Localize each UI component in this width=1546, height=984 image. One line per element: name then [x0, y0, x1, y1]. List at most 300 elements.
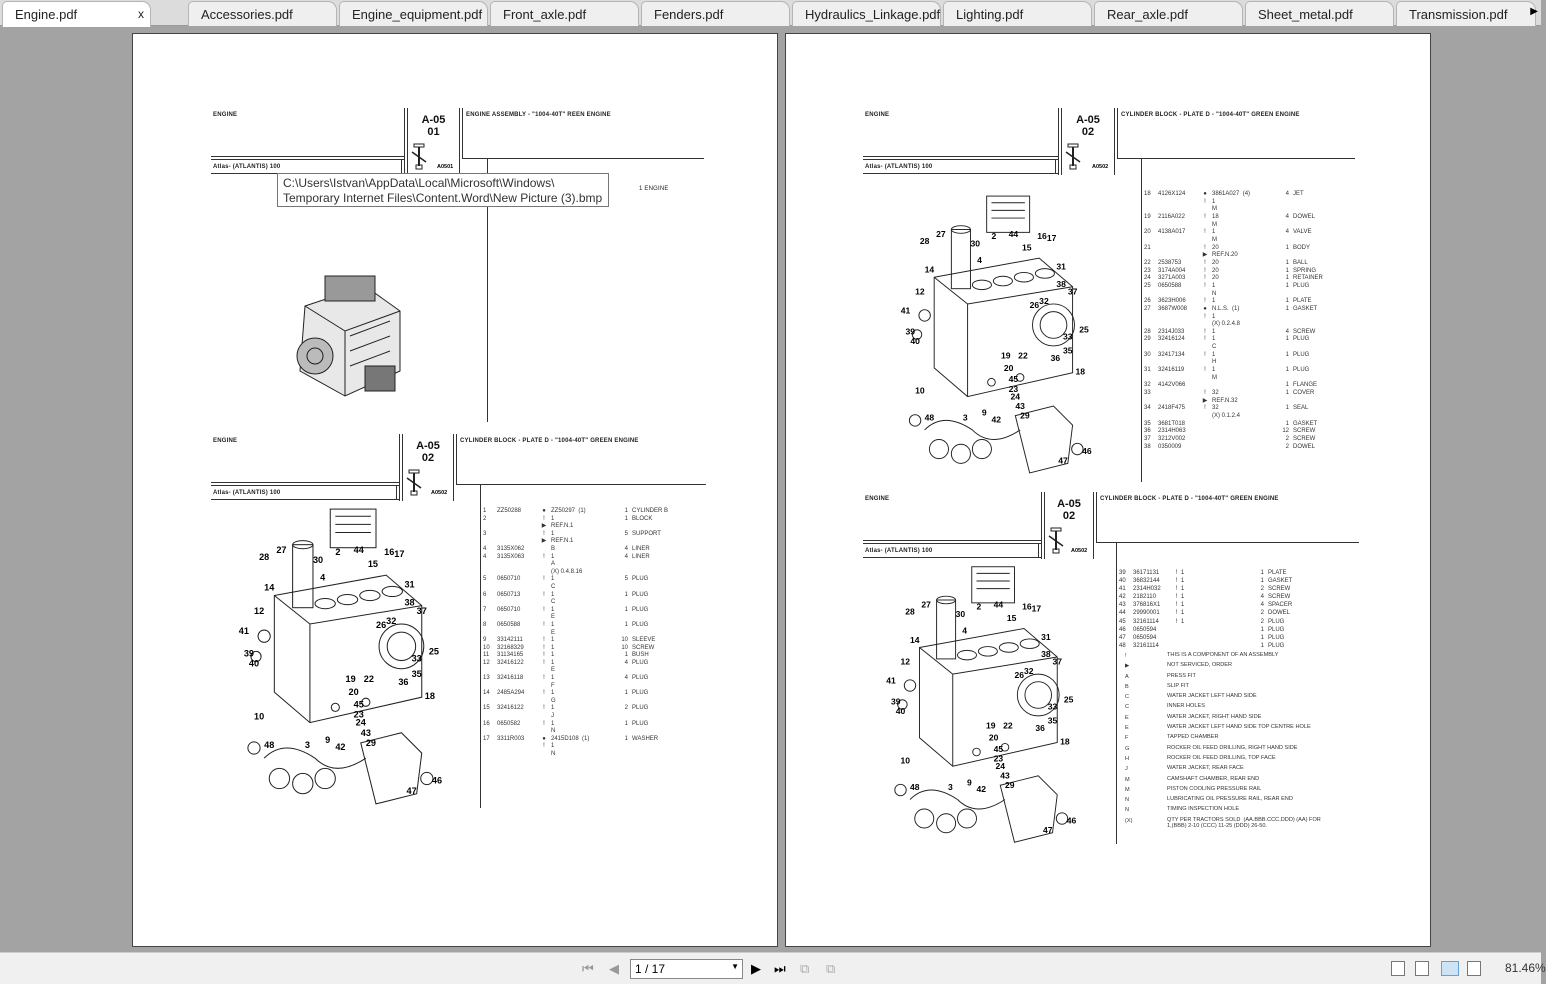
section-subcode: 02: [421, 452, 435, 464]
part-number: 32417134: [1158, 351, 1185, 358]
callout-number: 16: [1022, 601, 1032, 612]
tab-engine_equipment[interactable]: [339, 1, 488, 26]
callout-number: 44: [1008, 229, 1019, 240]
rule-line: [211, 156, 404, 157]
column-divider: [480, 484, 481, 808]
callout-number: 12: [915, 286, 925, 297]
callout-number: 14: [910, 634, 920, 645]
callout-number: 3: [304, 740, 310, 750]
note: [1187, 577, 1257, 585]
ref-number: 20: [1144, 229, 1151, 236]
parts-row[interactable]: [1119, 634, 1328, 642]
chevron-down-icon[interactable]: ▼: [731, 962, 739, 971]
parts-row[interactable]: [483, 592, 692, 607]
description: PLUG: [1293, 367, 1310, 374]
legend-row: [1119, 775, 1321, 785]
parts-row[interactable]: [1144, 260, 1353, 268]
callout-number: 22: [1018, 350, 1028, 361]
legend-text: LUBRICATING OIL PRESSURE RAIL, REAR END: [1167, 796, 1293, 803]
quantity: 1: [1285, 244, 1289, 251]
rule-line: [863, 557, 1041, 558]
section-code: A-05: [1057, 498, 1081, 510]
callout-number: 4: [320, 572, 326, 583]
part-number: 0650594: [1133, 626, 1157, 633]
section-subcode: 01: [427, 126, 440, 138]
single-page-view-icon[interactable]: [1391, 961, 1405, 976]
quantity: 1: [1285, 351, 1289, 358]
parts-row[interactable]: [1119, 601, 1328, 609]
mark: !: [1204, 351, 1206, 358]
callout-number: 22: [363, 673, 374, 684]
ref-number: 18: [1144, 191, 1151, 197]
callout-number: 15: [1006, 612, 1017, 623]
part-number: 3311R003: [497, 735, 525, 742]
mark: !: [543, 644, 545, 651]
parts-row[interactable]: [1119, 569, 1328, 577]
parts-row[interactable]: [1144, 405, 1353, 420]
parts-row[interactable]: [1119, 626, 1328, 634]
part-number: 2182110: [1133, 594, 1156, 601]
quantity: 4: [624, 675, 628, 682]
legend-symbol: N: [1125, 797, 1130, 804]
parts-row[interactable]: [1144, 275, 1353, 283]
tooltip-line: Temporary Internet Files\Content.Word\New Picture (3).bmp: [283, 191, 603, 205]
callout-number: 10: [915, 385, 925, 396]
ref-number: 8: [483, 621, 487, 628]
tab-label: Front_axle.pdf: [503, 7, 587, 22]
engine-illustration: [285, 266, 413, 406]
callout-number: 29: [365, 737, 376, 748]
quantity: 1: [1260, 634, 1264, 641]
description: SLEEVE: [632, 637, 656, 644]
rule-line: [1117, 158, 1355, 159]
parts-row[interactable]: [483, 516, 692, 531]
ref-number: 24: [1144, 275, 1151, 282]
ref-number: 17: [483, 735, 490, 742]
image-path-tooltip: [277, 173, 609, 207]
parts-row[interactable]: [1144, 421, 1353, 429]
part-number: 32416124: [1158, 336, 1185, 343]
part-number: [1158, 245, 1198, 260]
model-label: Atlas- (ATLANTIS) 100: [865, 164, 933, 170]
callout-number: 40: [248, 658, 260, 669]
mark: !: [543, 720, 545, 727]
note: 1: [1212, 298, 1216, 305]
callout-number: 10: [254, 711, 265, 722]
tab-sheet_metal[interactable]: [1245, 1, 1394, 26]
parts-row[interactable]: [1144, 214, 1353, 229]
callout-number: 26: [376, 620, 387, 631]
model-label: Atlas- (ATLANTIS) 100: [213, 490, 281, 496]
note: 1 N: [1212, 282, 1217, 297]
mark: !: [1204, 298, 1206, 305]
close-tab-icon[interactable]: x: [138, 7, 144, 21]
parts-row[interactable]: [1119, 618, 1328, 626]
mark: ! ▶: [1202, 390, 1208, 404]
note: [1212, 421, 1282, 429]
parts-row[interactable]: [1119, 593, 1328, 601]
quantity: 1: [1285, 405, 1289, 412]
callout-number: 45: [1008, 374, 1019, 385]
rule-line: [863, 156, 1058, 157]
parts-row[interactable]: [483, 607, 692, 622]
mark: ! 1: [1175, 618, 1185, 625]
parts-row[interactable]: [1144, 306, 1353, 329]
mark: ! ▶: [1202, 244, 1208, 259]
callout-number: 48: [924, 412, 935, 423]
quantity: 1: [1285, 298, 1289, 305]
tab-rear_axle[interactable]: [1094, 1, 1243, 26]
rule-line: [1096, 542, 1359, 543]
tab-transmission[interactable]: [1396, 1, 1536, 26]
callout-number: 24: [995, 761, 1006, 772]
quantity: 4: [1285, 213, 1289, 220]
callout-number: 33: [1063, 331, 1073, 342]
callout-number: 25: [428, 646, 440, 657]
two-page-view-icon[interactable]: [1441, 961, 1459, 976]
rotate-back-icon[interactable]: ⧉: [826, 961, 836, 976]
description: PLUG: [632, 675, 649, 682]
callout-number: 23: [1008, 383, 1019, 394]
note: 1 M: [1212, 367, 1217, 381]
parts-row[interactable]: [483, 546, 692, 554]
callout-number: 29: [1005, 780, 1015, 791]
quantity: 1: [624, 652, 628, 659]
two-page-continuous-view-icon[interactable]: [1467, 961, 1481, 976]
quantity: 1: [624, 690, 628, 697]
mark: ! 1: [1175, 570, 1185, 576]
part-number: 0650588: [1158, 282, 1182, 289]
ref-number: 34: [1144, 405, 1151, 412]
legend-text: TIMING INSPECTION HOLE: [1167, 806, 1240, 813]
part-number: 4126X124: [1158, 191, 1186, 197]
callout-number: 32: [386, 615, 397, 626]
callout-number: 43: [1000, 770, 1010, 781]
tab-engine[interactable]: [2, 1, 151, 27]
ref-number: 22: [1144, 259, 1151, 266]
callout-number: 20: [1003, 362, 1014, 373]
note: 1 C: [1212, 336, 1217, 351]
section-group-label: ENGINE: [213, 112, 238, 118]
tab-lighting[interactable]: [943, 1, 1092, 26]
mark: !: [543, 606, 545, 613]
quantity: 1: [1285, 390, 1289, 397]
parts-row[interactable]: [483, 508, 692, 516]
quantity: 2: [624, 705, 628, 712]
parts-row[interactable]: [483, 531, 692, 546]
callout-number: 35: [1063, 345, 1073, 356]
callout-number: 17: [1031, 603, 1042, 614]
next-page-icon[interactable]: ▶: [751, 961, 761, 976]
part-number: 2418F475: [1158, 405, 1186, 412]
note: 1 E: [551, 606, 556, 621]
legend-text: SLIP FIT: [1167, 682, 1189, 689]
page-number-input[interactable]: [630, 959, 743, 979]
quantity: 4: [1260, 602, 1264, 609]
parts-row[interactable]: [1144, 298, 1353, 306]
description: PLATE: [1268, 570, 1287, 576]
tab-front_axle[interactable]: [490, 1, 639, 26]
parts-row[interactable]: [1119, 585, 1328, 593]
parts-row[interactable]: [1144, 229, 1353, 244]
note: [1212, 428, 1282, 436]
description: COVER: [1293, 390, 1315, 397]
parts-row[interactable]: [483, 721, 692, 736]
description: PLUG: [1293, 282, 1310, 289]
tab-label: Engine.pdf: [15, 7, 78, 22]
tool-icon: [412, 144, 426, 170]
description: PLUG: [1293, 336, 1310, 343]
part-number: 0650710: [497, 576, 521, 583]
mark: !: [1204, 229, 1206, 236]
callout-number: 2: [991, 231, 997, 242]
parts-row[interactable]: [1144, 382, 1353, 390]
description: JET: [1293, 191, 1304, 197]
description: SPACER: [1268, 602, 1293, 609]
tab-hydraulics_linkage[interactable]: [792, 1, 941, 26]
last-page-icon[interactable]: ⏭: [774, 961, 786, 976]
callout-number: 18: [1075, 366, 1086, 377]
legend-row: [1119, 682, 1321, 692]
parts-row[interactable]: [1119, 609, 1328, 617]
engine-assembly-image: [285, 266, 413, 406]
callout-number: 48: [910, 782, 920, 792]
part-number: [1158, 390, 1198, 405]
legend-symbol: C: [1125, 704, 1130, 711]
parts-row[interactable]: [1144, 191, 1353, 214]
previous-page-icon[interactable]: ◀: [609, 961, 619, 976]
note: [1187, 626, 1257, 634]
rule-line: [396, 485, 397, 499]
ref-number: 9: [483, 637, 487, 644]
quantity: 1: [1260, 570, 1264, 576]
parts-row[interactable]: [1144, 329, 1353, 337]
legend-symbol: J: [1125, 766, 1128, 773]
callout-number: 39: [243, 648, 254, 659]
callout-number: 4: [977, 254, 982, 265]
parts-row[interactable]: [1144, 268, 1353, 276]
callout-number: 41: [900, 305, 911, 316]
rule-line: [401, 159, 402, 173]
pdf-page-right: [785, 33, 1431, 947]
parts-row[interactable]: [1144, 428, 1353, 436]
note: 1 G: [551, 690, 556, 704]
callout-number: 20: [348, 687, 359, 698]
mark: !: [1204, 405, 1206, 412]
ref-number: 47: [1119, 634, 1126, 641]
description: PLUG: [1268, 634, 1285, 641]
quantity: 1: [624, 591, 628, 598]
part-number: 0650588: [497, 621, 521, 628]
mark: [1173, 626, 1187, 634]
quantity: 2: [1285, 436, 1289, 442]
callout-number: 28: [919, 235, 930, 246]
tab-label: Fenders.pdf: [654, 7, 724, 22]
callout-number: 43: [360, 727, 371, 738]
legend-row: [1119, 764, 1321, 774]
parts-row[interactable]: [483, 705, 692, 720]
parts-row[interactable]: [483, 645, 692, 653]
part-number: 0650710: [497, 606, 521, 613]
rule-line: [453, 434, 454, 501]
rule-line: [404, 108, 405, 175]
ref-number: 45: [1119, 618, 1126, 625]
parts-row[interactable]: [483, 660, 692, 675]
callout-number: 30: [970, 238, 981, 249]
callout-number: 38: [1056, 278, 1066, 289]
note: 32 REF.N.32: [1212, 390, 1238, 404]
callout-number: 48: [264, 740, 275, 750]
mark: [1198, 428, 1212, 436]
parts-row[interactable]: [483, 576, 692, 591]
legend-symbol: ▶: [1125, 663, 1130, 670]
callout-number: 4: [962, 625, 968, 636]
quantity: 1: [1285, 259, 1289, 266]
parts-row[interactable]: [1144, 367, 1353, 382]
quantity: 4: [1285, 328, 1289, 335]
column-divider: [1141, 158, 1142, 482]
rule-line: [459, 108, 460, 175]
exploded-diagram: [896, 182, 1106, 487]
callout-number: 40: [910, 336, 920, 347]
mark: !: [543, 675, 545, 682]
quantity: 1: [1285, 282, 1289, 289]
callout-number: 45: [353, 699, 364, 710]
parts-row[interactable]: [483, 637, 692, 645]
legend-symbol: !: [1125, 653, 1127, 659]
callout-number: 14: [264, 582, 275, 593]
ref-number: 12: [483, 659, 490, 666]
part-number: [497, 531, 537, 546]
note: N.L.S. (1) 1 (X) 0.2.4.8: [1212, 305, 1241, 328]
callout-number: 19: [1001, 350, 1011, 361]
mark: [1198, 444, 1212, 452]
parts-row[interactable]: [1144, 245, 1353, 260]
ref-number: 3: [483, 530, 487, 537]
mark: ! 1: [1175, 602, 1185, 609]
callout-number: 30: [312, 554, 324, 565]
description: GASKET: [1268, 578, 1293, 585]
rule-line: [1038, 543, 1039, 557]
callout-number: 25: [1079, 324, 1089, 335]
parts-row[interactable]: [1119, 642, 1328, 650]
page-number-value: 1 / 17: [635, 962, 666, 976]
description: LINER: [632, 545, 650, 552]
section-title: CYLINDER BLOCK - PLATE D - "1004-40T" GREEN ENGINE: [1121, 112, 1300, 118]
parts-row[interactable]: [483, 675, 692, 690]
description: SEAL: [1293, 405, 1309, 412]
tab-fenders[interactable]: [641, 1, 790, 26]
ref-number: 23: [1144, 267, 1151, 274]
callout-number: 44: [353, 544, 364, 555]
callout-number: 23: [993, 753, 1004, 764]
ref-number: 30: [1144, 351, 1151, 358]
description: SCREW: [1293, 428, 1316, 435]
rule-line: [1041, 492, 1042, 559]
parts-row[interactable]: [483, 622, 692, 637]
note: [1187, 609, 1257, 617]
parts-row[interactable]: [1144, 336, 1353, 351]
rule-line: [211, 499, 399, 500]
rotate-icon[interactable]: ⧉: [800, 961, 810, 976]
note: 20 REF.N.20: [1212, 244, 1238, 259]
legend-text: THIS IS A COMPONENT OF AN ASSEMBLY: [1167, 652, 1279, 658]
part-number: 32416122: [497, 659, 524, 666]
description: SCREW: [1268, 594, 1291, 601]
callout-number: 31: [1056, 261, 1066, 272]
legend-text: QTY PER TRACTORS SOLD (AA.BBB.CCC.DDD) (AA) FOR 1,(BBB) 2-10 (CCC) 11-25 (DDD) 26-50.: [1167, 816, 1321, 830]
quantity: 1: [1285, 382, 1289, 389]
tooltip-line: C:\Users\Istvan\AppData\Local\Microsoft\Windows\: [283, 176, 555, 190]
parts-row[interactable]: [1144, 283, 1353, 298]
section-title: CYLINDER BLOCK - PLATE D - "1004-40T" GREEN ENGINE: [1100, 496, 1279, 502]
figure-code: A0502: [1092, 164, 1109, 170]
parts-row[interactable]: [1144, 444, 1353, 452]
ref-number: 48: [1119, 642, 1126, 649]
callout-number: 14: [924, 264, 935, 275]
part-number: ZZ50288: [497, 508, 522, 514]
parts-row[interactable]: [483, 736, 692, 759]
quantity: 1: [1285, 336, 1289, 343]
first-page-icon[interactable]: ⏮: [582, 961, 594, 976]
callout-number: 32: [1024, 666, 1034, 677]
callout-number: 2: [976, 601, 982, 612]
legend-text: ROCKER OIL FEED DRILLING, TOP FACE: [1167, 754, 1276, 761]
legend-symbol: E: [1125, 714, 1129, 721]
continuous-view-icon[interactable]: [1415, 961, 1429, 976]
tab-accessories[interactable]: [188, 1, 337, 26]
parts-row[interactable]: [483, 690, 692, 705]
ref-number: 33: [1144, 390, 1151, 397]
zoom-level[interactable]: 81.46%: [1505, 961, 1546, 975]
parts-row[interactable]: [483, 652, 692, 660]
callout-number: 41: [886, 675, 896, 686]
callout-number: 47: [406, 785, 417, 796]
note: 1 C: [551, 576, 556, 590]
parts-row[interactable]: [483, 554, 692, 577]
quantity: 1: [624, 515, 628, 522]
ref-number: 16: [483, 720, 490, 727]
tab-label: Engine_equipment.pdf: [352, 7, 483, 22]
mark: !: [543, 652, 545, 659]
legend-text: CAMSHAFT CHAMBER, REAR END: [1167, 775, 1260, 782]
ref-number: 4: [483, 545, 487, 552]
parts-row[interactable]: [1144, 390, 1353, 405]
part-number: 33142111: [497, 637, 523, 644]
parts-row[interactable]: [1119, 577, 1328, 585]
description: BLOCK: [632, 515, 653, 522]
mark: ● !: [542, 735, 546, 750]
engine-block-drawing: [881, 562, 1091, 847]
engine-block-drawing: [233, 504, 458, 809]
note: [1187, 642, 1257, 650]
ref-number: 13: [483, 675, 490, 682]
quantity: 2: [1260, 618, 1264, 625]
callout-number: 40: [895, 706, 906, 716]
ref-number: 31: [1144, 367, 1151, 374]
section-subcode: 02: [1081, 126, 1095, 138]
parts-row[interactable]: [1144, 436, 1353, 444]
ref-number: 6: [483, 591, 487, 598]
callout-number: 3: [948, 782, 953, 792]
parts-row[interactable]: [1144, 352, 1353, 367]
note: 1 A (X) 0.4.8.16: [551, 553, 583, 575]
note: 2415D108 (1) 1 N: [551, 735, 590, 757]
part-number: 4142V066: [1158, 382, 1186, 389]
ref-number: 46: [1119, 626, 1126, 633]
legend-text: TAPPED CHAMBER: [1167, 734, 1219, 741]
tabs-scroll-right-icon[interactable]: ▶: [1530, 6, 1538, 17]
